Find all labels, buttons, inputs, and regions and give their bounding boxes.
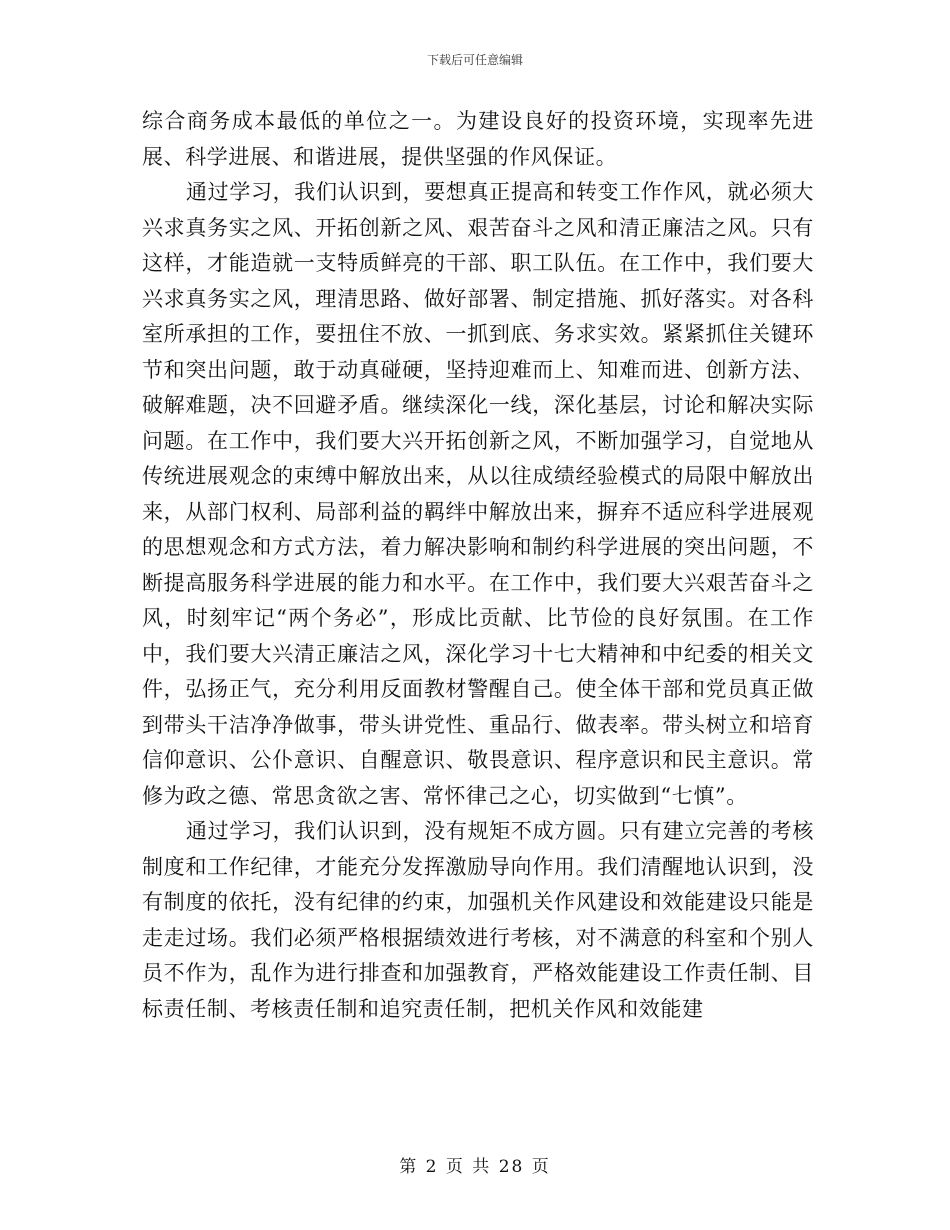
header-note: 下载后可任意编辑 bbox=[426, 53, 523, 67]
paragraph-3: 通过学习，我们认识到，没有规矩不成方圆。只有建立完善的考核制度和工作纪律，才能充分发挥激励导向作用。我们清醒地认识到，没有制度的依托，没有纪律的约束，加强机关作风建设和效能建设只能是走走过场。我们必须严格根据绩效进行考核，对不满意的科室和个别人员不作为，乱作为进行排查和加强教育，严格效能建设工作责任制、目标责任制、考核责任制和追究责任制，把机关作风和效能建 bbox=[142, 819, 814, 1021]
page-footer bbox=[0, 1156, 950, 1178]
document-body bbox=[142, 104, 814, 1027]
paragraph-2: 通过学习，我们认识到，要想真正提高和转变工作作风，就必须大兴求真务实之风、开拓创新之风、艰苦奋斗之风和清正廉洁之风。只有这样，才能造就一支特质鲜亮的干部、职工队伍。在工作中，我们要大兴求真务实之风，理清思路、做好部署、制定措施、抓好落实。对各科室所承担的工作，要扭住不放、一抓到底、务求实效。紧紧抓住关键环节和突出问题，敢于动真碰硬，坚持迎难而上、知难而进、创新方法、破解难题，决不回避矛盾。继续深化一线，深化基层，讨论和解决实际问题。在工作中，我们要大兴开拓创新之风，不断加强学习，自觉地从传统进展观念的束缚中解放出来，从以往成绩经验模式的局限中解放出来，从部门权利、局部利益的羁绊中解放出来，摒弃不适应科学进展观的思想观念和方式方法，着力解决影响和制约科学进展的突出问题，不断提高服务科学进展的能力和水平。在工作中，我们要大兴艰苦奋斗之风，时刻牢记“两个务必”，形成比贡献、比节俭的良好氛围。在工作中，我们要大兴清正廉洁之风，深化学习十七大精神和中纪委的相关文件，弘扬正气，充分利用反面教材警醒自己。使全体干部和党员真正做到带头干洁净净做事，带头讲党性、重品行、做表率。带头树立和培育信仰意识、公仆意识、自醒意识、敬畏意识、程序意识和民主意识。常修为政之德、常思贪欲之害、常怀律己之心，切实做到“七慎”。 bbox=[142, 180, 814, 808]
page-header bbox=[0, 52, 950, 68]
page-number: 第 2 页 共 28 页 bbox=[399, 1157, 551, 1177]
paragraph-1: 综合商务成本最低的单位之一。为建设良好的投资环境，实现率先进展、科学进展、和谐进展，提供坚强的作风保证。 bbox=[142, 109, 814, 169]
